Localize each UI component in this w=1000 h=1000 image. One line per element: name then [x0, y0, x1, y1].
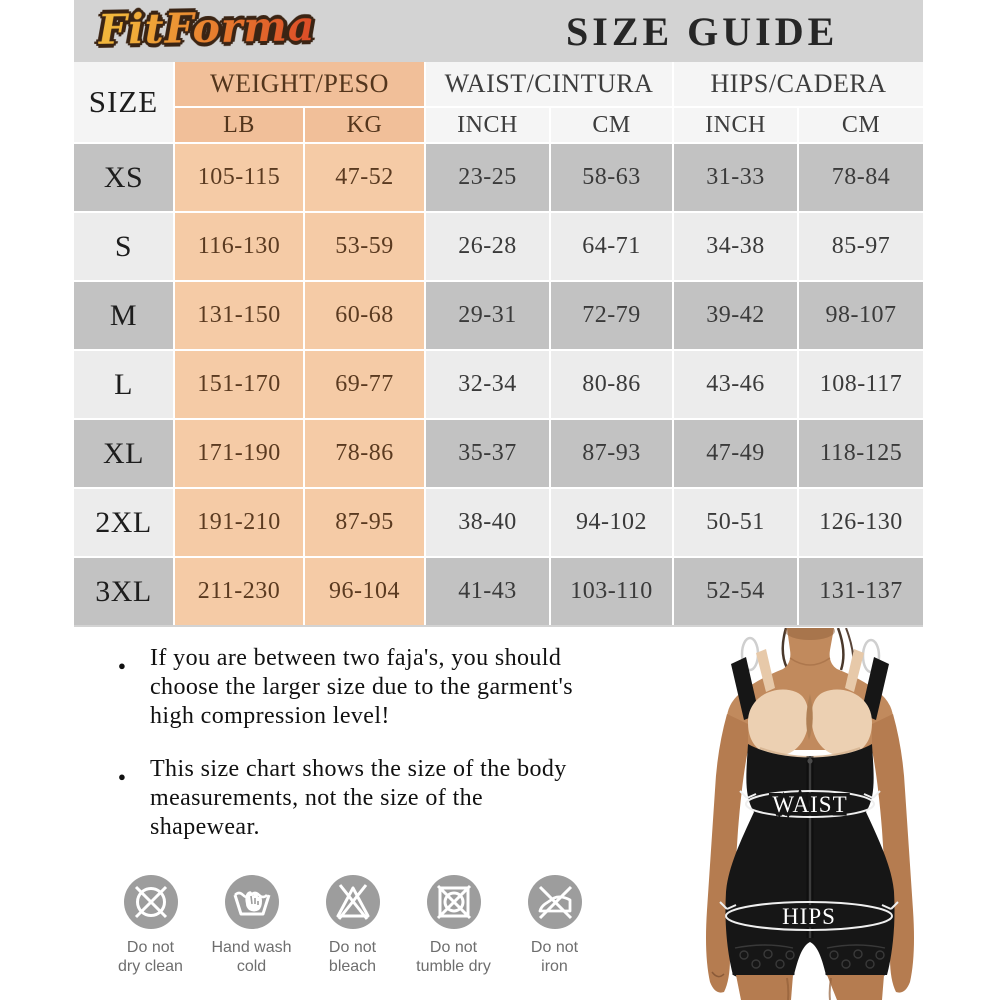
care-label: Do not iron — [530, 939, 579, 975]
table-cell-hips-cm: 126-130 — [799, 489, 923, 556]
note-line: This size chart shows the size of the body — [150, 756, 567, 782]
note-line: measurements, not the size of the — [150, 785, 484, 811]
table-cell-lb: 105-115 — [175, 144, 303, 211]
table-cell-waist-cm: 58-63 — [551, 144, 672, 211]
hips-label: HIPS — [782, 904, 836, 929]
do-not-iron-icon — [527, 874, 583, 930]
col-subheader-lb: LB — [175, 108, 303, 142]
table-cell-hips-cm: 108-117 — [799, 351, 923, 418]
table-cell-size: XS — [74, 144, 173, 211]
table-cell-waist-in: 38-40 — [426, 489, 549, 556]
table-cell-size: XL — [74, 420, 173, 487]
table-cell-waist-in: 41-43 — [426, 558, 549, 625]
care-label: Do not tumble dry — [416, 939, 491, 975]
table-cell-hips-cm: 118-125 — [799, 420, 923, 487]
brand-row — [74, 0, 923, 60]
brand-logo: FitForma — [97, 2, 316, 54]
note-line: high compression level! — [150, 703, 390, 729]
care-item — [100, 874, 201, 976]
table-cell-lb: 131-150 — [175, 282, 303, 349]
table-cell-size: 2XL — [74, 489, 173, 556]
care-label: Do not bleach — [328, 939, 377, 975]
model-illustration — [690, 628, 980, 1000]
care-item — [302, 874, 403, 976]
col-subheader-hips-inch: INCH — [674, 108, 797, 142]
table-cell-kg: 78-86 — [305, 420, 424, 487]
table-cell-lb: 151-170 — [175, 351, 303, 418]
table-cell-waist-cm: 64-71 — [551, 213, 672, 280]
do-not-tumble-dry-icon — [426, 874, 482, 930]
table-panel — [74, 0, 923, 627]
waist-label: WAIST — [772, 792, 848, 817]
table-cell-waist-in: 29-31 — [426, 282, 549, 349]
table-cell-size: S — [74, 213, 173, 280]
col-header-hips: HIPS/CADERA — [674, 62, 923, 106]
col-subheader-waist-cm: CM — [551, 108, 672, 142]
care-item — [504, 874, 605, 976]
table-cell-waist-in: 23-25 — [426, 144, 549, 211]
table-cell-waist-in: 32-34 — [426, 351, 549, 418]
care-instructions — [100, 874, 605, 976]
table-cell-hips-in: 31-33 — [674, 144, 797, 211]
table-cell-waist-cm: 87-93 — [551, 420, 672, 487]
table-cell-hips-cm: 85-97 — [799, 213, 923, 280]
table-cell-hips-cm: 98-107 — [799, 282, 923, 349]
table-cell-waist-in: 26-28 — [426, 213, 549, 280]
table-cell-lb: 171-190 — [175, 420, 303, 487]
table-cell-kg: 69-77 — [305, 351, 424, 418]
table-cell-hips-in: 43-46 — [674, 351, 797, 418]
table-cell-size: L — [74, 351, 173, 418]
sizing-notes — [116, 644, 691, 866]
care-item — [201, 874, 302, 976]
size-table — [74, 62, 923, 625]
col-subheader-hips-cm: CM — [799, 108, 923, 142]
table-cell-kg: 60-68 — [305, 282, 424, 349]
table-cell-hips-in: 47-49 — [674, 420, 797, 487]
table-cell-waist-in: 35-37 — [426, 420, 549, 487]
table-cell-hips-in: 50-51 — [674, 489, 797, 556]
table-cell-waist-cm: 103-110 — [551, 558, 672, 625]
table-cell-waist-cm: 80-86 — [551, 351, 672, 418]
table-cell-hips-cm: 131-137 — [799, 558, 923, 625]
table-cell-lb: 116-130 — [175, 213, 303, 280]
do-not-bleach-icon — [325, 874, 381, 930]
do-not-dry-clean-icon — [123, 874, 179, 930]
table-cell-size: 3XL — [74, 558, 173, 625]
table-cell-kg: 96-104 — [305, 558, 424, 625]
table-cell-lb: 191-210 — [175, 489, 303, 556]
table-cell-kg: 53-59 — [305, 213, 424, 280]
table-cell-hips-in: 34-38 — [674, 213, 797, 280]
care-label: Do not dry clean — [118, 939, 183, 975]
hand-wash-cold-icon — [224, 874, 280, 930]
bullet-icon: ● — [118, 658, 127, 673]
table-cell-lb: 211-230 — [175, 558, 303, 625]
col-header-size: SIZE — [74, 62, 173, 142]
note-between-sizes — [116, 644, 691, 731]
col-subheader-waist-inch: INCH — [426, 108, 549, 142]
care-label: Hand wash cold — [211, 939, 292, 975]
col-header-waist: WAIST/CINTURA — [426, 62, 672, 106]
note-line: shapewear. — [150, 814, 260, 840]
table-cell-hips-in: 39-42 — [674, 282, 797, 349]
table-cell-kg: 47-52 — [305, 144, 424, 211]
table-cell-waist-cm: 72-79 — [551, 282, 672, 349]
table-cell-size: M — [74, 282, 173, 349]
table-cell-kg: 87-95 — [305, 489, 424, 556]
table-cell-waist-cm: 94-102 — [551, 489, 672, 556]
note-line: choose the larger size due to the garment's — [150, 674, 573, 700]
table-cell-hips-in: 52-54 — [674, 558, 797, 625]
table-cell-hips-cm: 78-84 — [799, 144, 923, 211]
note-body-measurements — [116, 755, 691, 842]
shapewear-model-figure — [690, 628, 980, 1000]
care-item — [403, 874, 504, 976]
note-line: If you are between two faja's, you should — [150, 645, 562, 671]
bullet-icon: ● — [118, 769, 127, 784]
page-title: SIZE GUIDE — [566, 9, 839, 54]
col-header-weight: WEIGHT/PESO — [175, 62, 424, 106]
col-subheader-kg: KG — [305, 108, 424, 142]
